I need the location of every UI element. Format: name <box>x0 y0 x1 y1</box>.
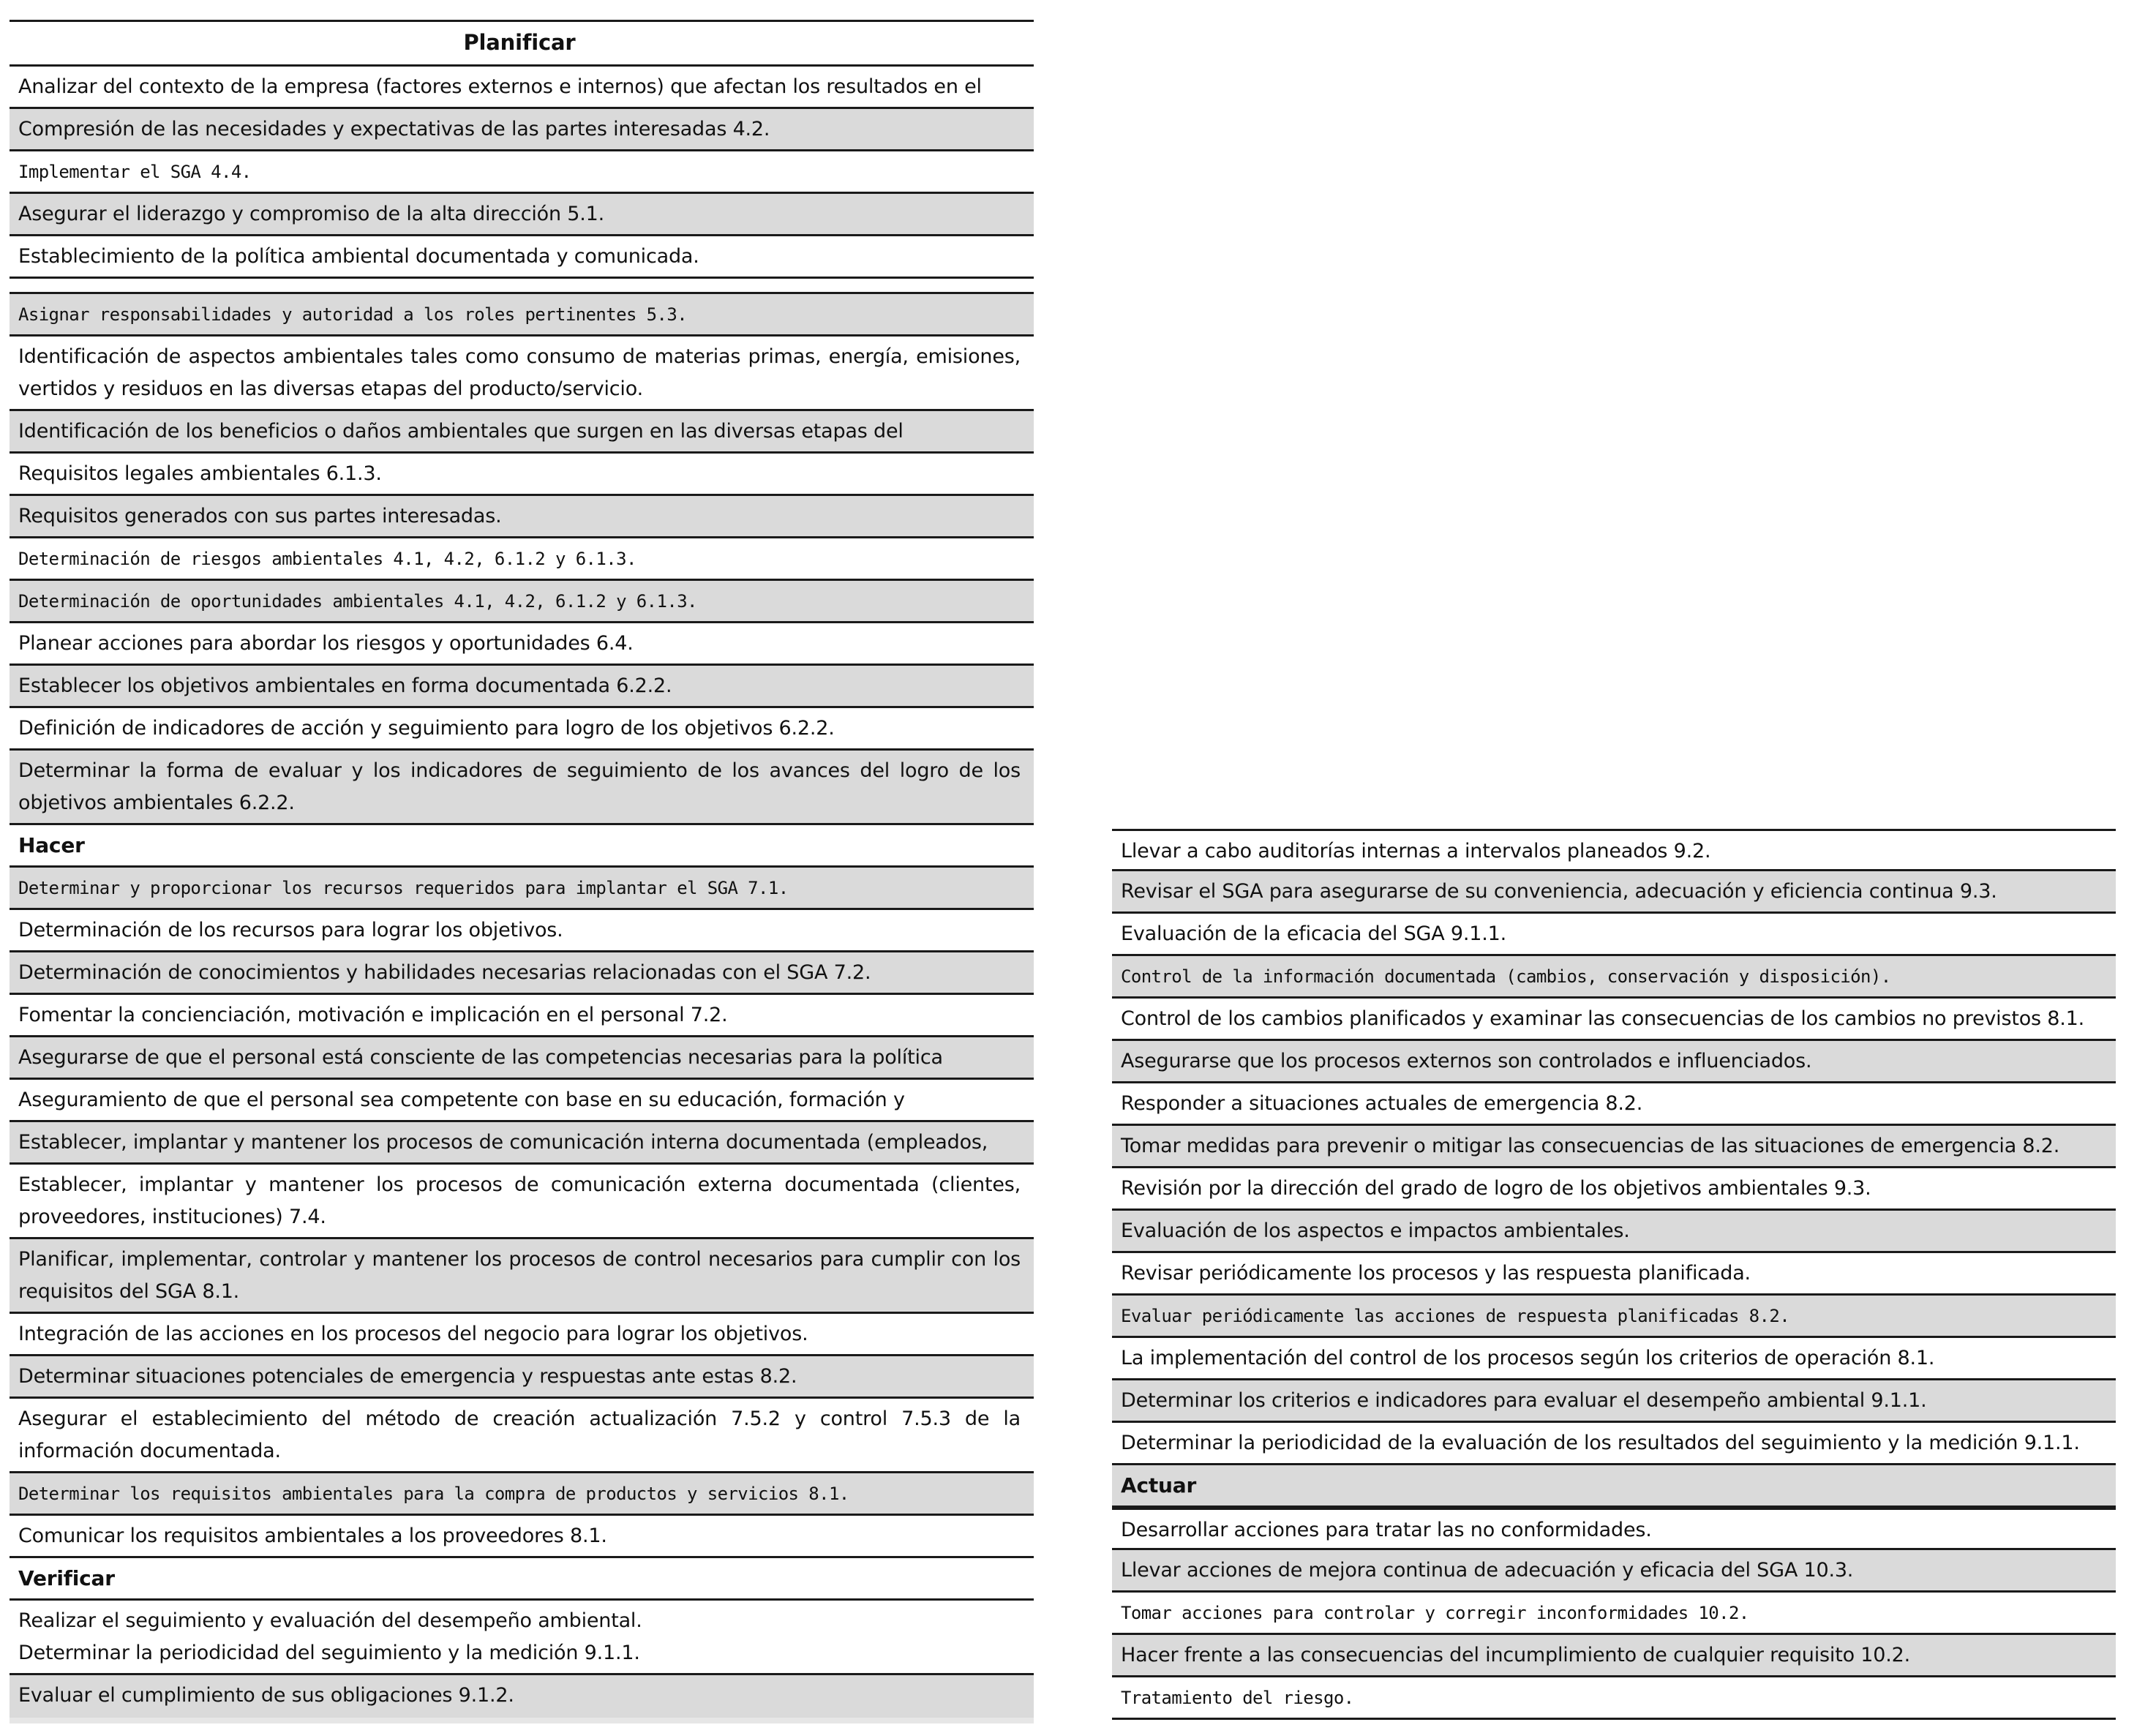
planificar-rows-group-2 <box>10 294 1034 825</box>
table-row: Asegurarse que los procesos externos son controlados e influenciados. <box>1112 1041 2116 1083</box>
table-row: Fomentar la concienciación, motivación e implicación en el personal 7.2. <box>10 995 1034 1037</box>
planificar-rows-group-1 <box>10 67 1034 279</box>
table-row: Identificación de los beneficios o daños ambientales que surgen en las diversas etapas del <box>10 411 1034 454</box>
table-row: Aseguramiento de que el personal sea competente con base en su educación, formación y <box>10 1080 1034 1122</box>
actuar-rows <box>1112 1508 2116 1720</box>
table-row: Determinar los requisitos ambientales para la compra de productos y servicios 8.1. <box>10 1473 1034 1516</box>
table-gap <box>10 279 1034 294</box>
table-row: Asegurar el establecimiento del método de creación actualización 7.5.2 y control 7.5.3 de la información documentada. <box>10 1399 1034 1473</box>
table-row: Requisitos legales ambientales 6.1.3. <box>10 454 1034 496</box>
table-row: Determinar situaciones potenciales de emergencia y respuestas ante estas 8.2. <box>10 1356 1034 1399</box>
table-row: Llevar a cabo auditorías internas a intervalos planeados 9.2. <box>1112 829 2116 871</box>
hacer-section-header: Hacer <box>10 825 1034 868</box>
table-row: Evaluar periódicamente las acciones de respuesta planificadas 8.2. <box>1112 1296 2116 1338</box>
verificar-line-2: Determinar la periodicidad del seguimiento y la medición 9.1.1. <box>18 1642 640 1664</box>
table-row: Determinación de oportunidades ambientales 4.1, 4.2, 6.1.2 y 6.1.3. <box>10 581 1034 623</box>
table-row: Establecimiento de la política ambiental documentada y comunicada. <box>10 236 1034 279</box>
table-row: Revisar periódicamente los procesos y las respuesta planificada. <box>1112 1253 2116 1296</box>
verificar-section-header: Verificar <box>10 1558 1034 1601</box>
table-row: Requisitos generados con sus partes interesadas. <box>10 496 1034 538</box>
table-row: Establecer los objetivos ambientales en forma documentada 6.2.2. <box>10 666 1034 708</box>
actuar-section-header: Actuar <box>1112 1465 2116 1508</box>
planificar-title: Planificar <box>10 20 1034 67</box>
table-row: Planear acciones para abordar los riesgos y oportunidades 6.4. <box>10 623 1034 666</box>
table-row: Determinar los criterios e indicadores para evaluar el desempeño ambiental 9.1.1. <box>1112 1380 2116 1423</box>
table-row: Evaluación de los aspectos e impactos ambientales. <box>1112 1211 2116 1253</box>
table-row: Revisar el SGA para asegurarse de su conveniencia, adecuación y eficiencia continua 9.3. <box>1112 871 2116 914</box>
verificar-line-1: Realizar el seguimiento y evaluación del desempeño ambiental. <box>18 1609 642 1632</box>
table-row: Determinar la forma de evaluar y los indicadores de seguimiento de los avances del logro de los objetivos ambientales 6.2.2. <box>10 751 1034 825</box>
table-row: Tomar medidas para prevenir o mitigar las consecuencias de las situaciones de emergencia 8.2. <box>1112 1126 2116 1168</box>
left-table-planificar-hacer-verificar <box>10 20 1034 1723</box>
table-row: Revisión por la dirección del grado de logro de los objetivos ambientales 9.3. <box>1112 1168 2116 1211</box>
table-row: Implementar el SGA 4.4. <box>10 151 1034 194</box>
table-row: Tratamiento del riesgo. <box>1112 1677 2116 1720</box>
table-row: Hacer frente a las consecuencias del incumplimiento de cualquier requisito 10.2. <box>1112 1635 2116 1677</box>
table-row: Identificación de aspectos ambientales tales como consumo de materias primas, energía, emisiones, vertidos y residuos en las diversas etapas del producto/servicio. <box>10 337 1034 411</box>
table-row: La implementación del control de los procesos según los criterios de operación 8.1. <box>1112 1338 2116 1380</box>
table-row: Asegurar el liderazgo y compromiso de la alta dirección 5.1. <box>10 194 1034 236</box>
table-row: Tomar acciones para controlar y corregir inconformidades 10.2. <box>1112 1593 2116 1635</box>
table-row: Determinar y proporcionar los recursos requeridos para implantar el SGA 7.1. <box>10 868 1034 910</box>
table-row: Planificar, implementar, controlar y mantener los procesos de control necesarios para cumplir con los requisitos del SGA 8.1. <box>10 1239 1034 1314</box>
table-row: Asegurarse de que el personal está consciente de las competencias necesarias para la política <box>10 1037 1034 1080</box>
table-row: Determinar la periodicidad de la evaluación de los resultados del seguimiento y la medición 9.1.1. <box>1112 1423 2116 1465</box>
hacer-rows <box>10 868 1034 1558</box>
table-row: Analizar del contexto de la empresa (factores externos e internos) que afectan los resultados en el <box>10 67 1034 109</box>
table-row: Compresión de las necesidades y expectativas de las partes interesadas 4.2. <box>10 109 1034 151</box>
table-row: Control de la información documentada (cambios, conservación y disposición). <box>1112 956 2116 999</box>
table-row: Responder a situaciones actuales de emergencia 8.2. <box>1112 1083 2116 1126</box>
table-row: Definición de indicadores de acción y seguimiento para logro de los objetivos 6.2.2. <box>10 708 1034 751</box>
table-row: Control de los cambios planificados y examinar las consecuencias de los cambios no previstos 8.1. <box>1112 999 2116 1041</box>
table-row: Comunicar los requisitos ambientales a los proveedores 8.1. <box>10 1516 1034 1558</box>
table-row: Determinación de riesgos ambientales 4.1, 4.2, 6.1.2 y 6.1.3. <box>10 538 1034 581</box>
table-row: Llevar acciones de mejora continua de adecuación y eficacia del SGA 10.3. <box>1112 1550 2116 1593</box>
table-row: Desarrollar acciones para tratar las no conformidades. <box>1112 1508 2116 1550</box>
table-row: Establecer, implantar y mantener los procesos de comunicación interna documentada (empleados, <box>10 1122 1034 1165</box>
table-row: Determinación de los recursos para lograr los objetivos. <box>10 910 1034 952</box>
table-row: Establecer, implantar y mantener los procesos de comunicación externa documentada (clientes, proveedores, instituciones) 7.4. <box>10 1165 1034 1239</box>
table-row: Integración de las acciones en los procesos del negocio para lograr los objetivos. <box>10 1314 1034 1356</box>
table-row: Determinación de conocimientos y habilidades necesarias relacionadas con el SGA 7.2. <box>10 952 1034 995</box>
verificar-multi-row <box>10 1601 1034 1675</box>
table-row: Asignar responsabilidades y autoridad a los roles pertinentes 5.3. <box>10 294 1034 337</box>
table-bottom-edge <box>10 1718 1034 1723</box>
table-row: Evaluación de la eficacia del SGA 9.1.1. <box>1112 914 2116 956</box>
right-table-verificar-actuar <box>1112 829 2116 1720</box>
verificar-last-row: Evaluar el cumplimiento de sus obligaciones 9.1.2. <box>10 1675 1034 1718</box>
verificar-continued-rows <box>1112 829 2116 1465</box>
